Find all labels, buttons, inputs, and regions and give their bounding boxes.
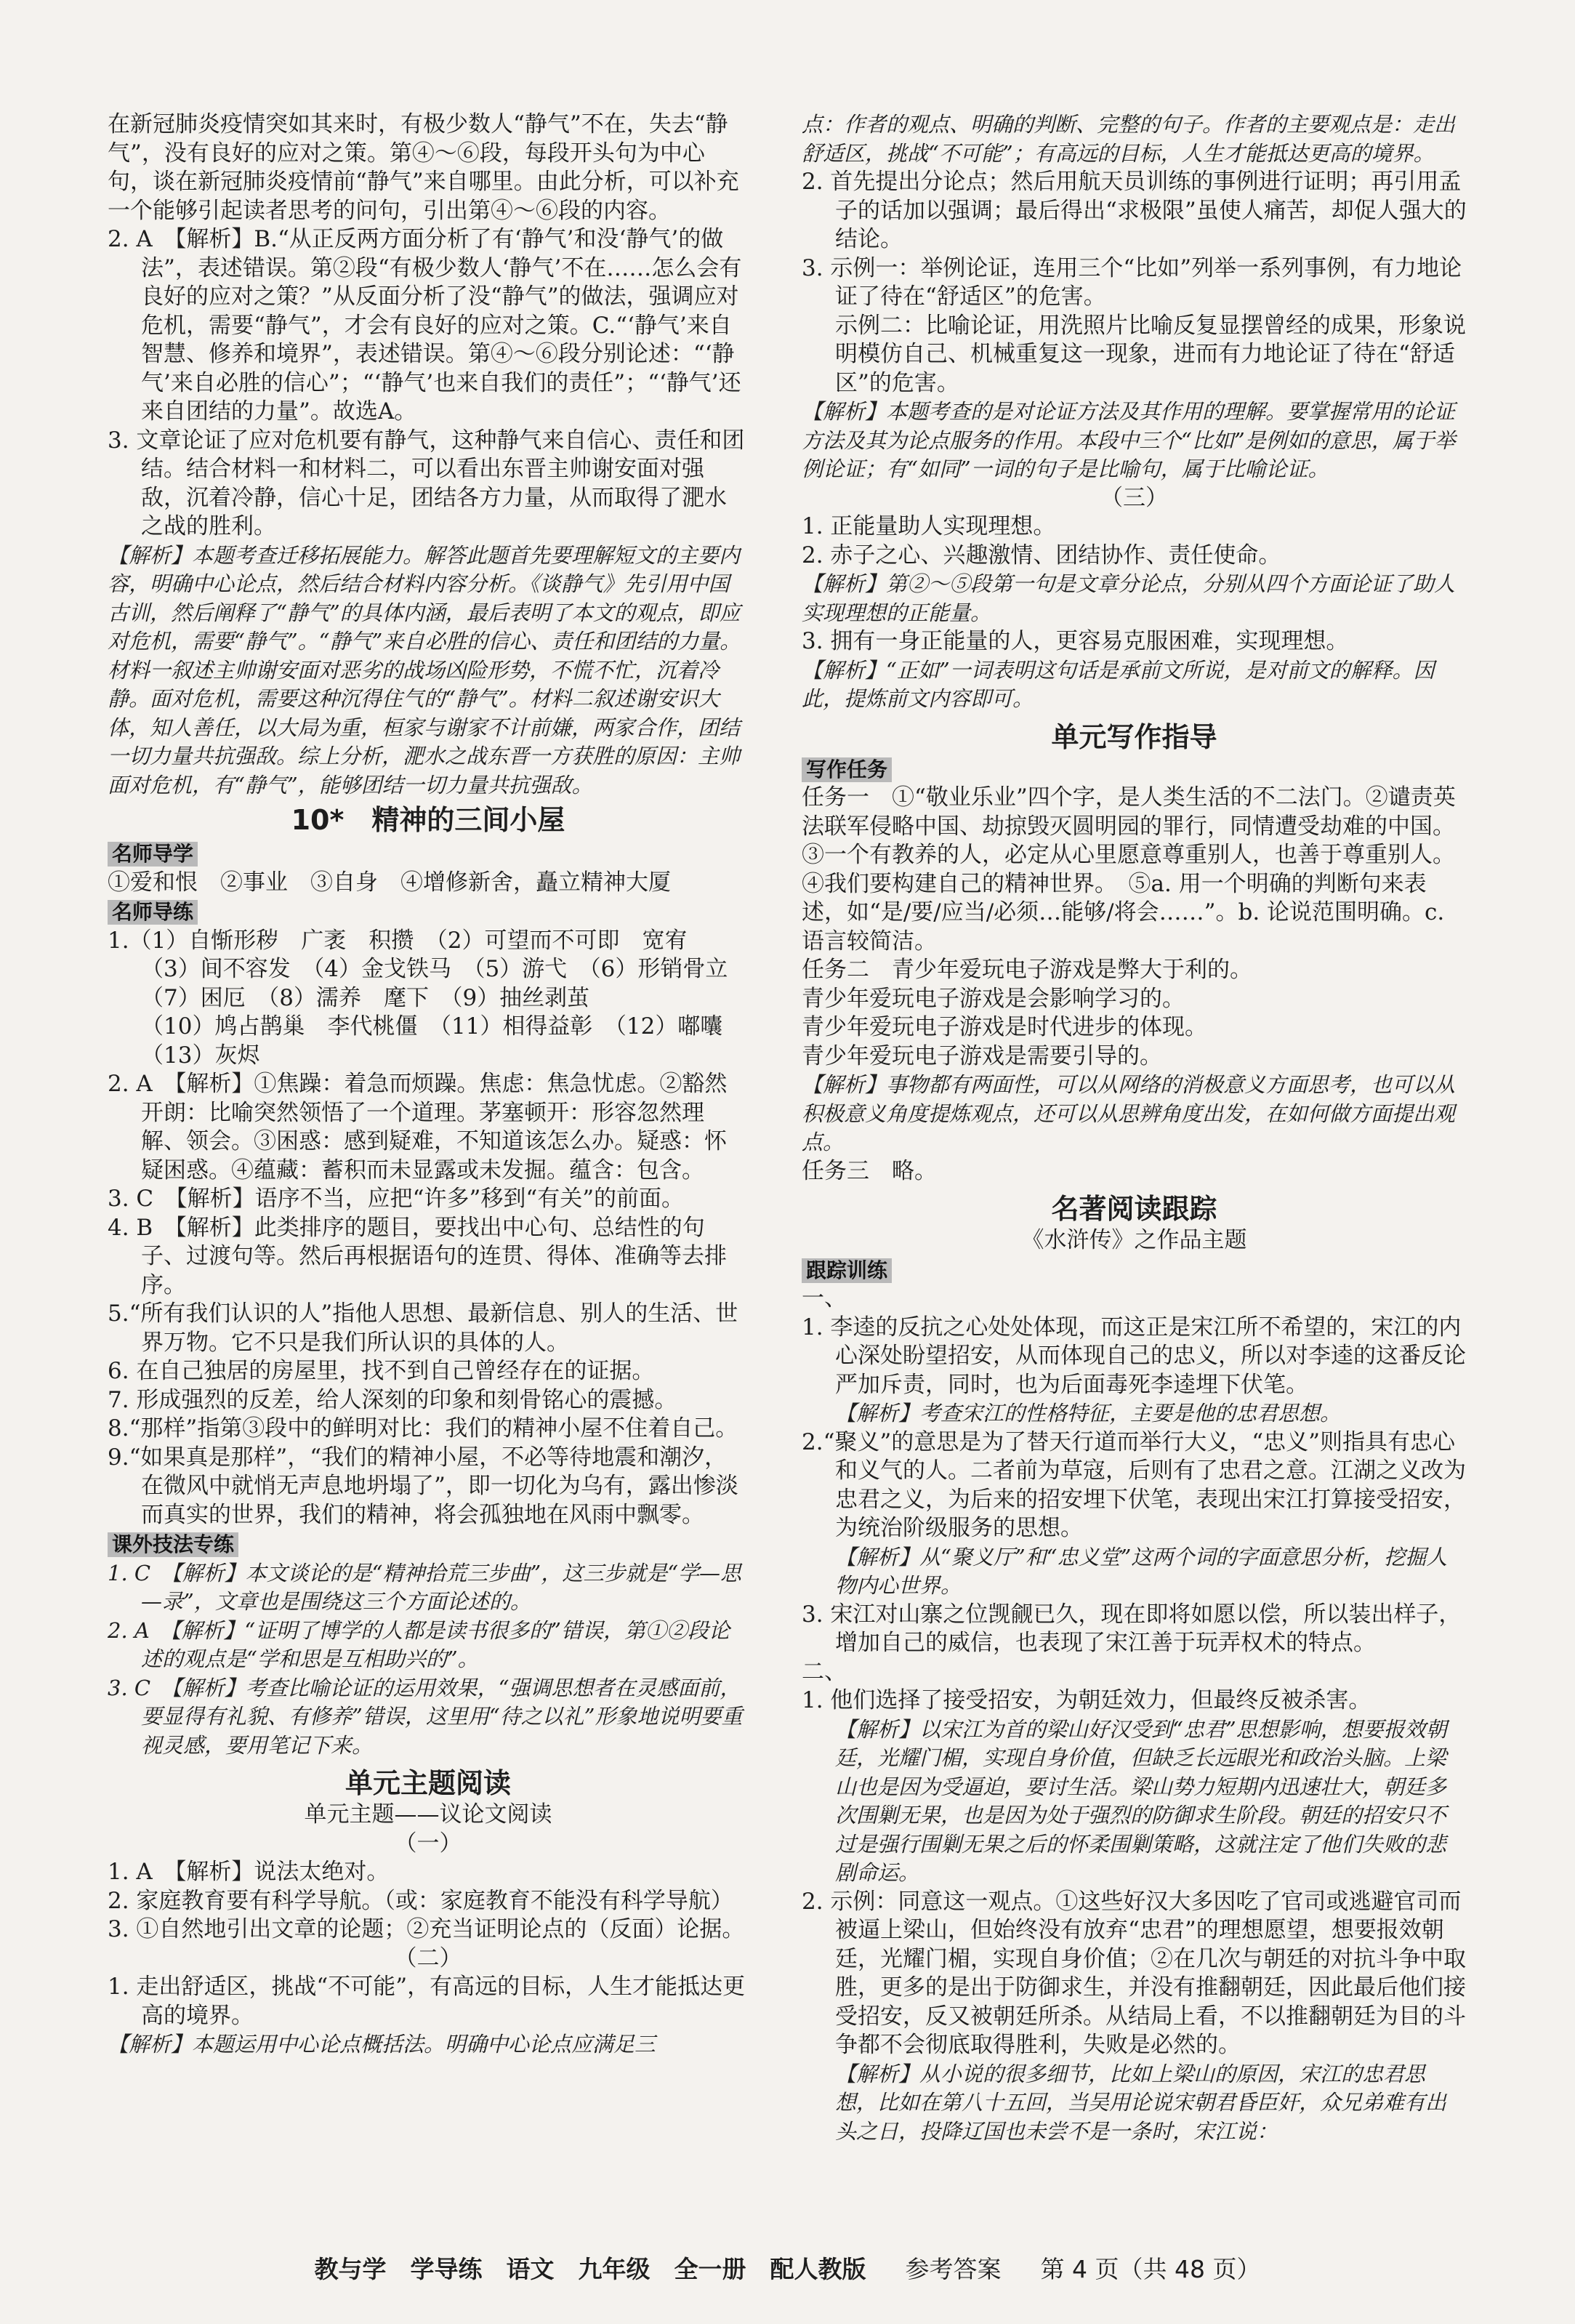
practice-q3: 3. C 【解析】语序不当，应把“许多”移到“有关”的前面。 — [108, 1186, 685, 1212]
footer-answers-label: 参考答案 — [905, 2255, 1002, 2283]
part-three-heading: （三） — [1100, 484, 1168, 511]
practice-q6: 6. 在自己独居的房屋里，找不到自己曾经存在的证据。 — [108, 1358, 655, 1384]
unit-p2-q3-analysis: 【解析】本题考查的是对论证方法及其作用的理解。要掌握常用的论证方法及其为论点服务的作用。本段中三个“比如”是例如的意思，属于举例论证；有“如同”一词的句子是比喻句，属于比喻论证。 — [802, 399, 1456, 481]
practice-q1-line2: （3）间不容发 （4）金戈铁马 （5）游弋 （6）形销骨立 — [141, 956, 728, 982]
tracking-1-q3: 3. 宋江对山寨之位觊觎已久，现在即将如愿以偿，所以装出样子，增加自己的威信，也表现了宋江善于玩弄权术的特点。 — [802, 1601, 1462, 1656]
unit-p1-q2: 2. 家庭教育要有科学导航。（或：家庭教育不能没有科学导航） — [108, 1887, 733, 1914]
extra-q2: 2. A 【解析】“证明了博学的人都是读书很多的”错误，第①②段论述的观点是“学和思是互相助兴的”。 — [108, 1617, 730, 1671]
left-column — [108, 110, 749, 2059]
lesson-title: 10* 精神的三间小屋 — [291, 804, 565, 836]
intro-text: 在新冠肺炎疫情突如其来时，有极少数人“静气”不在，失去“静气”，没有良好的应对之策。第④～⑥段，每段开头句为中心句，谈在新冠肺炎疫情前“静气”来自哪里。由此分析，可以补充一个能够引起读者思考的问句，引出第④～⑥段的内容。 — [108, 111, 739, 224]
classic-reading-subtitle: 《水浒传》之作品主题 — [1021, 1227, 1247, 1253]
practice-q9: 9.“如果真是那样”，“我们的精神小屋，不必等待地震和潮汐，在微风中就悄无声息地坍塌了”，即一切化为乌有，露出惨淡而真实的世界，我们的精神，将会孤独地在风雨中飘零。 — [108, 1444, 738, 1528]
guide-answers: ①爱和恨 ②事业 ③自身 ④增修新舍，矗立精神大厦 — [108, 869, 671, 896]
footer-page-number: 第 4 页（共 48 页） — [1040, 2255, 1261, 2283]
practice-q4: 4. B 【解析】此类排序的题目，要找出中心句、总结性的句子、过渡句等。然后再根据语句的连贯、得体、准确等去排序。 — [108, 1214, 727, 1298]
practice-q1-line3: （7）困厄 （8）濡养 麾下 （9）抽丝剥茧 — [141, 984, 590, 1011]
writing-task-two-line3: 青少年爱玩电子游戏是时代进步的体现。 — [802, 1014, 1207, 1040]
practice-q1-line1: 1.（1）自惭形秽 广袤 积攒 （2）可望而不可即 宽宥 — [108, 927, 688, 954]
practice-q5: 5.“所有我们认识的人”指他人思想、最新信息、别人的生活、世界万物。它不只是我们所认识的具体的人。 — [108, 1300, 738, 1356]
practice-q2: 2. A 【解析】①焦躁：着急而烦躁。焦虑：焦急忧虑。②豁然开朗：比喻突然领悟了一个道理。茅塞顿开：形容忽然理解、领会。③困惑：感到疑难，不知道该怎么办。疑惑：怀疑困惑。④蕴藏：蓄积而未显露或未发掘。蕴含：包含。 — [108, 1071, 728, 1183]
writing-task-two-line2: 青少年爱玩电子游戏是会影响学习的。 — [802, 985, 1185, 1012]
unit-reading-subtitle: 单元主题——议论文阅读 — [304, 1801, 552, 1828]
writing-guide-title: 单元写作指导 — [1051, 720, 1217, 753]
practice-q1-line4: （10）鸠占鹊巢 李代桃僵 （11）相得益彰 （12）嘟囔 — [141, 1013, 723, 1040]
page-footer — [0, 2251, 1575, 2285]
unit-p3-q1: 1. 正能量助人实现理想。 — [802, 513, 1056, 539]
part-two-heading: （二） — [394, 1945, 462, 1971]
extra-q1: 1. C 【解析】本文谈论的是“精神拾荒三步曲”，这三步就是“学—思—录”，文章也是围绕这三个方面论述的。 — [108, 1560, 742, 1614]
practice-q8: 8.“那样”指第③段中的鲜明对比：我们的精神小屋不住着自己。 — [108, 1415, 738, 1442]
practice-q1-line5: （13）灰烬 — [141, 1042, 260, 1069]
unit-p3-q3-analysis: 【解析】“正如”一词表明这句话是承前文所说，是对前文的解释。因此，提炼前文内容即可。 — [802, 657, 1435, 711]
unit-p2-q2: 2. 首先提出分论点；然后用航天员训练的事例进行证明；再引用孟子的话加以强调；最后得出“求极限”虽使人痛苦，却促人强大的结论。 — [802, 169, 1467, 252]
writing-task-three: 任务三 略。 — [802, 1157, 937, 1184]
unit-p3-q2-analysis: 【解析】第②～⑤段第一句是文章分论点，分别从四个方面论证了助人实现理想的正能量。 — [802, 571, 1456, 625]
writing-task-one: 任务一 ①“敬业乐业”四个字，是人类生活的不二法门。②谴责英法联军侵略中国、劫掠毁灭圆明园的罪行，同情遭受劫难的中国。 ③一个有教养的人，必定从心里愿意尊重别人，也善于尊重别人。 ④我们要构建自己的精神世界。 ⑤a. 用一个明确的判断句来表述，如“是/要/应当/必须…能够/将会……”。b. 论说范围明确。c. 语言较简洁。 — [802, 784, 1467, 954]
extra-q3: 3. C 【解析】考查比喻论证的运用效果，“强调思想者在灵感面前，要显得有礼貌、有修养”错误，这里用“待之以礼”形象地说明要重视灵感，要用笔记下来。 — [108, 1675, 743, 1758]
writing-task-two-analysis: 【解析】事物都有两面性，可以从网络的消极意义方面思考，也可以从积极意义角度提炼观点，还可以从思辨角度出发，在如何做方面提出观点。 — [802, 1072, 1456, 1154]
writing-task-two-line1: 任务二 青少年爱玩电子游戏是弊大于利的。 — [802, 957, 1252, 983]
unit-p2-q1-analysis: 【解析】本题运用中心论点概括法。明确中心论点应满足三 — [108, 2032, 656, 2056]
unit-p2-q3-example2: 示例二：比喻论证，用洗照片比喻反复显摆曾经的成果，形象说明模仿自己、机械重复这一现象，进而有力地论证了待在“舒适区”的危害。 — [835, 312, 1466, 396]
practice-q7: 7. 形成强烈的反差，给人深刻的印象和刻骨铭心的震撼。 — [108, 1386, 677, 1413]
answer-q3: 3. 文章论证了应对危机要有静气，这种静气来自信心、责任和团结。结合材料一和材料二，可以看出东晋主帅谢安面对强敌，沉着冷静，信心十足，团结各方力量，从而取得了淝水之战的胜利。 — [108, 427, 745, 539]
tracking-2-q1: 1. 他们选择了接受招安，为朝廷效力，但最终反被杀害。 — [802, 1687, 1371, 1713]
unit-p3-q2: 2. 赤子之心、兴趣激情、团结协作、责任使命。 — [802, 542, 1281, 568]
section-label-practice: 名师导练 — [108, 900, 198, 925]
classic-reading-title: 名著阅读跟踪 — [1051, 1193, 1217, 1225]
tracking-2-q1-analysis: 【解析】以宋江为首的梁山好汉受到“忠君”思想影响，想要报效朝廷，光耀门楣，实现自身价值，但缺乏长远眼光和政治头脑。上梁山也是因为受逼迫，要讨生活。梁山势力短期内迅速壮大，朝廷多次围剿无果，也是因为处于强烈的防御求生阶段。朝廷的招安只不过是强行围剿无果之后的怀柔围剿策略，这就注定了他们失败的悲剧命运。 — [835, 1716, 1447, 1885]
unit-reading-title: 单元主题阅读 — [345, 1767, 511, 1799]
section-label-writing-task: 写作任务 — [802, 757, 892, 782]
tracking-1-q2: 2.“聚义”的意思是为了替天行道而举行大义，“忠义”则指具有忠心和义气的人。二者前为草寇，后则有了忠君之意。江湖之义改为忠君之义，为后来的招安埋下伏笔，表现出宋江打算接受招安，为统治阶级服务的思想。 — [802, 1428, 1466, 1541]
unit-p2-q1: 1. 走出舒适区，挑战“不可能”，有高远的目标，人生才能抵达更高的境界。 — [108, 1974, 746, 2029]
tracking-1-q1-analysis: 【解析】考查宋江的性格特征，主要是他的忠君思想。 — [835, 1401, 1342, 1426]
section-label-guide: 名师导学 — [108, 842, 198, 867]
tracking-part-one-heading: 一、 — [802, 1285, 847, 1311]
tracking-1-q2-analysis: 【解析】从“聚义厅”和“忠义堂”这两个词的字面意思分析，挖掘人物内心世界。 — [835, 1544, 1448, 1598]
unit-p2-q3-example1: 3. 示例一：举例论证，连用三个“比如”列举一系列事例，有力地论证了待在“舒适区”的危害。 — [802, 254, 1462, 310]
writing-task-two-line4: 青少年爱玩电子游戏是需要引导的。 — [802, 1042, 1162, 1069]
footer-book-title: 教与学 学导练 语文 九年级 全一册 配人教版 — [314, 2255, 866, 2283]
analysis-q3: 【解析】本题考查迁移拓展能力。解答此题首先要理解短文的主要内容，明确中心论点，然后结合材料内容分析。《谈静气》先引用中国古训，然后阐释了“静气”的具体内涵，最后表明了本文的观点，即应对危机，需要“静气”。“静气”来自必胜的信心、责任和团结的力量。材料一叙述主帅谢安面对恶劣的战场凶险形势，不慌不忙，沉着冷静。面对危机，需要这种沉得住气的“静气”。材料二叙述谢安识大体，知人善任，以大局为重，桓家与谢家不计前嫌，两家合作，团结一切力量共抗强敌。综上分析，淝水之战东晋一方获胜的原因：主帅面对危机，有“静气”，能够团结一切力量共抗强敌。 — [108, 542, 741, 797]
right-column — [802, 110, 1467, 2146]
unit-p3-q3: 3. 拥有一身正能量的人，更容易克服困难，实现理想。 — [802, 628, 1349, 654]
section-label-extra: 课外技法专练 — [108, 1532, 238, 1557]
tracking-2-q2: 2. 示例：同意这一观点。①这些好汉大多因吃了官司或逃避官司而被逼上梁山，但始终没有放弃“忠君”的理想愿望，想要报效朝廷，光耀门楣，实现自身价值；②在几次与朝廷的对抗斗争中取胜，更多的是出于防御求生，并没有推翻朝廷，因此最后他们接受招安，反又被朝廷所杀。从结局上看，不以推翻朝廷为目的斗争都不会彻底取得胜利，失败是必然的。 — [802, 1888, 1466, 2058]
tracking-1-q1: 1. 李逵的反抗之心处处体现，而这正是宋江所不希望的，宋江的内心深处盼望招安，从而体现自己的忠义，所以对李逵的这番反论严加斥责，同时，也为后面毒死李逵埋下伏笔。 — [802, 1314, 1466, 1398]
unit-p1-q1: 1. A 【解析】说法太绝对。 — [108, 1859, 390, 1885]
unit-p1-q3: 3. ①自然地引出文章的论题；②充当证明论点的（反面）论据。 — [108, 1916, 745, 1942]
part-one-heading: （一） — [394, 1830, 462, 1857]
answer-q2: 2. A 【解析】B.“从正反两方面分析了有‘静气’和没‘静气’的做法”，表述错误。第②段“有极少数人‘静气’不在……怎么会有良好的应对之策？”从反面分析了没“静气”的做法，强调应对危机，需要“静气”，才会有良好的应对之策。C.“‘静气’来自智慧、修养和境界”，表述错误。第④～⑥段分别论述：“‘静气’来自必胜的信心”；“‘静气’也来自我们的责任”；“‘静气’还来自团结的力量”。故选A。 — [108, 226, 742, 425]
section-label-tracking: 跟踪训练 — [802, 1258, 892, 1283]
tracking-part-two-heading: 二、 — [802, 1658, 847, 1685]
continued-analysis: 点：作者的观点、明确的判断、完整的句子。作者的主要观点是：走出舒适区，挑战“不可能”；有高远的目标，人生才能抵达更高的境界。 — [802, 112, 1456, 166]
tracking-2-q2-analysis: 【解析】从小说的很多细节，比如上梁山的原因，宋江的忠君思想，比如在第八十五回，当吴用论说宋朝君昏臣奸，众兄弟难有出头之日，投降辽国也未尝不是一条时，宋江说： — [835, 2061, 1447, 2144]
